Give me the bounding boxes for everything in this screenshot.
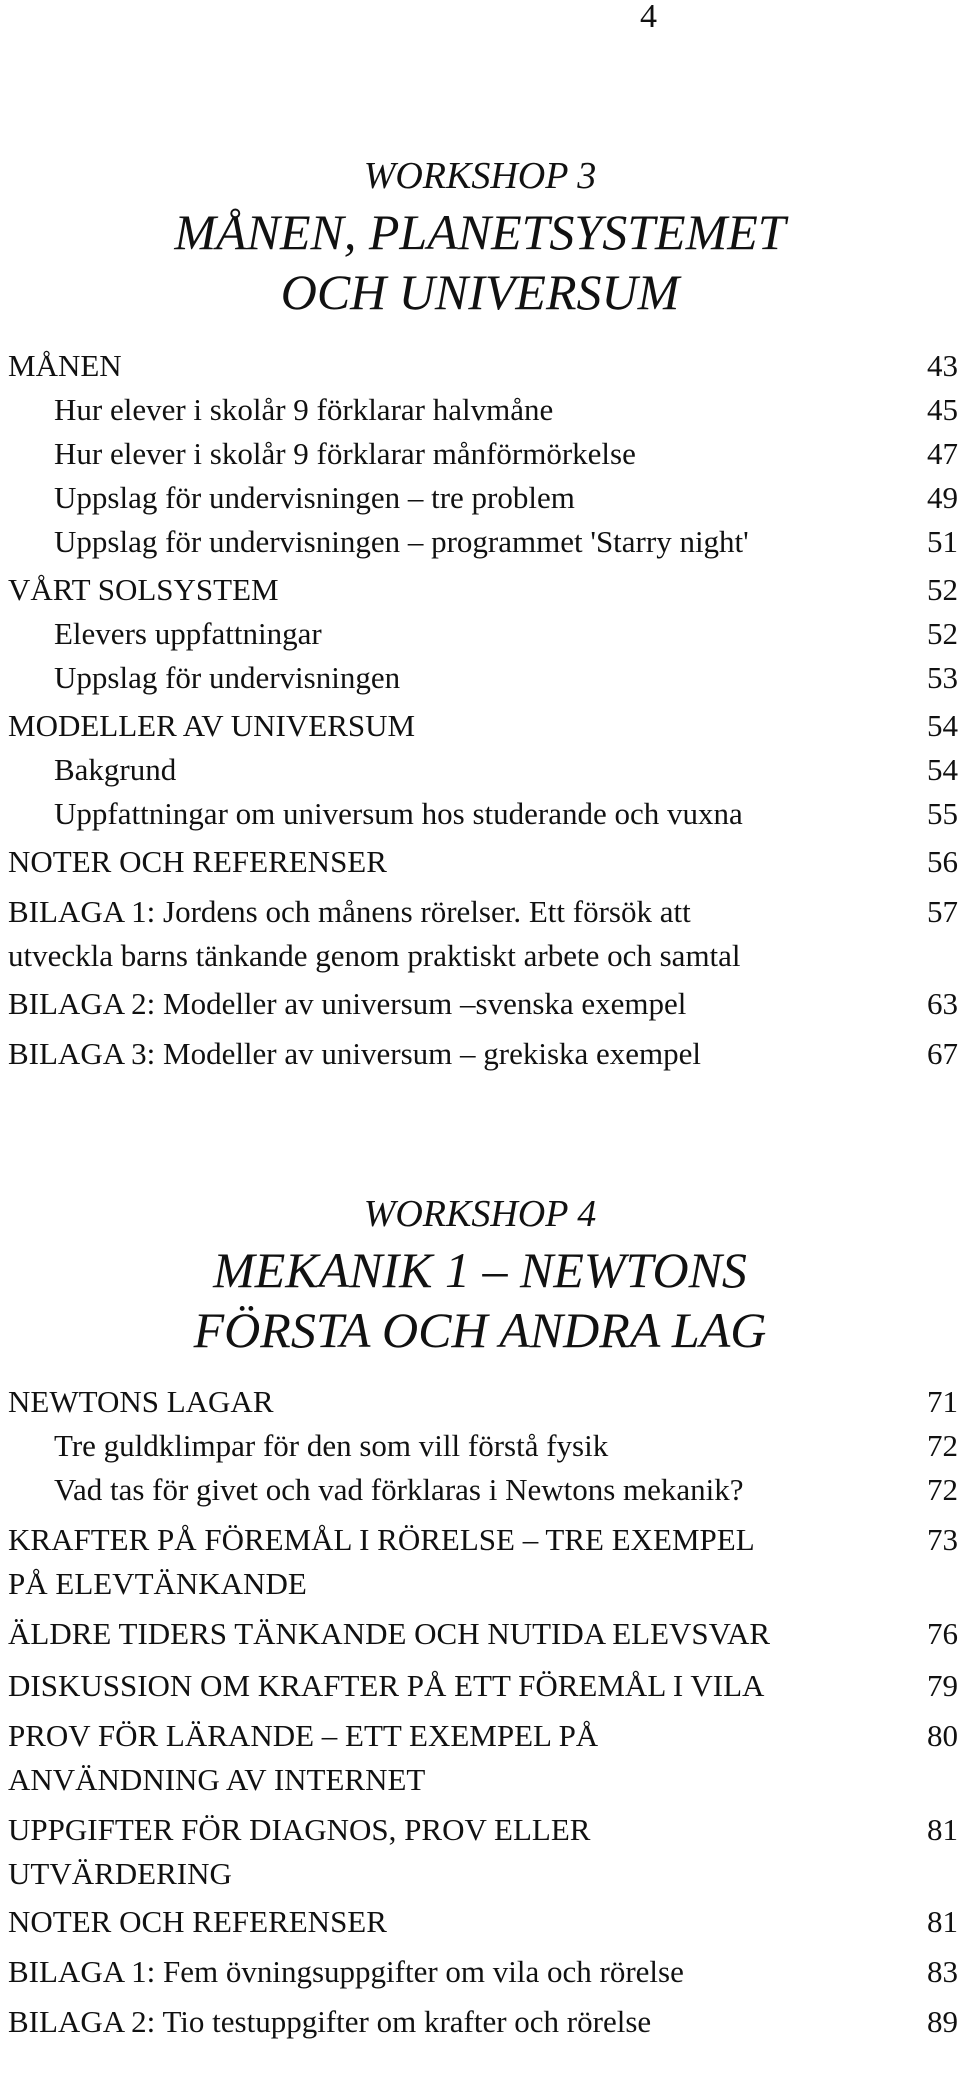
toc-page-number: 55 — [927, 796, 958, 831]
workshop-title-line: OCH UNIVERSUM — [280, 264, 680, 320]
toc-page-number: 47 — [927, 436, 958, 471]
workshop-label: WORKSHOP 4 — [363, 1193, 597, 1235]
workshop-4-header — [0, 1188, 960, 1360]
toc-entry-text: Uppslag för undervisningen — [54, 660, 401, 695]
toc-entry-text: PROV FÖR LÄRANDE – ETT EXEMPEL PÅ — [8, 1718, 599, 1753]
toc-entry-text: Hur elever i skolår 9 förklarar halvmåne — [54, 392, 554, 427]
toc-page-number: 54 — [927, 752, 958, 787]
toc-entry-text: BILAGA 1: Fem övningsuppgifter om vila och rörelse — [8, 1954, 684, 1989]
toc-entry-text: Uppslag för undervisningen – programmet 'Starry night' — [54, 524, 749, 559]
toc-entry-text: UPPGIFTER FÖR DIAGNOS, PROV ELLER — [8, 1812, 591, 1847]
toc-page-number: 49 — [927, 480, 958, 515]
toc-page-number: 89 — [927, 2004, 958, 2039]
toc-page-number: 54 — [927, 708, 958, 743]
toc-page-number: 72 — [927, 1428, 958, 1463]
toc-entry-text: ÄLDRE TIDERS TÄNKANDE OCH NUTIDA ELEVSVAR — [8, 1616, 771, 1651]
toc-page-number: 71 — [927, 1384, 958, 1419]
toc-entry-text: MODELLER AV UNIVERSUM — [8, 708, 416, 743]
toc-entry-text: KRAFTER PÅ FÖREMÅL I RÖRELSE – TRE EXEMPEL — [8, 1522, 755, 1557]
toc-entry-text-continued: UTVÄRDERING — [8, 1856, 232, 1891]
toc-entry-text: Tre guldklimpar för den som vill förstå fysik — [54, 1428, 609, 1463]
toc-entry-text: Hur elever i skolår 9 förklarar månförmörkelse — [54, 436, 636, 471]
toc-entry-text: NOTER OCH REFERENSER — [8, 844, 387, 879]
toc-entry-text-continued: utveckla barns tänkande genom praktiskt arbete och samtal — [8, 938, 741, 973]
toc-entry-text: NEWTONS LAGAR — [8, 1384, 274, 1419]
toc-page-number: 43 — [927, 348, 958, 383]
toc-page-number: 63 — [927, 986, 958, 1021]
page-number: 4 — [640, 0, 657, 35]
workshop-3-header — [0, 150, 960, 322]
toc-page-number: 57 — [927, 894, 958, 929]
toc-page-number: 72 — [927, 1472, 958, 1507]
toc-page-number: 45 — [927, 392, 958, 427]
toc-page-number: 79 — [927, 1668, 958, 1703]
toc-page-number: 76 — [927, 1616, 958, 1651]
toc-entry-text: MÅNEN — [8, 348, 122, 383]
toc-entry-text-continued: PÅ ELEVTÄNKANDE — [8, 1566, 307, 1601]
toc-entry-text: VÅRT SOLSYSTEM — [8, 572, 279, 607]
toc-page-number: 52 — [927, 616, 958, 651]
toc-entry-text: Vad tas för givet och vad förklaras i Newtons mekanik? — [54, 1472, 744, 1507]
toc-entry-text: NOTER OCH REFERENSER — [8, 1904, 387, 1939]
toc-entry-text-continued: ANVÄNDNING AV INTERNET — [8, 1762, 426, 1797]
toc-entry-text: BILAGA 2: Modeller av universum –svenska exempel — [8, 986, 687, 1021]
toc-entry-text: BILAGA 2: Tio testuppgifter om krafter och rörelse — [8, 2004, 652, 2039]
toc-entry-text: BILAGA 3: Modeller av universum – grekiska exempel — [8, 1036, 702, 1071]
toc-page-number: 56 — [927, 844, 958, 879]
workshop-title-line: MEKANIK 1 – NEWTONS — [213, 1242, 747, 1298]
toc-page-number: 51 — [927, 524, 958, 559]
toc-entry-text: Elevers uppfattningar — [54, 616, 322, 651]
toc-entry-text: BILAGA 1: Jordens och månens rörelser. Ett försök att — [8, 894, 691, 929]
toc-page-number: 67 — [927, 1036, 958, 1071]
toc-page-number: 81 — [927, 1812, 958, 1847]
toc-page-number: 83 — [927, 1954, 958, 1989]
workshop-title-line: MÅNEN, PLANETSYSTEMET — [174, 204, 786, 260]
toc-entry-text: Uppfattningar om universum hos studerande och vuxna — [54, 796, 743, 831]
workshop-label: WORKSHOP 3 — [363, 155, 597, 197]
toc-entry-text: DISKUSSION OM KRAFTER PÅ ETT FÖREMÅL I VILA — [8, 1668, 765, 1703]
toc-entry-text: Bakgrund — [54, 752, 177, 787]
toc-page-number: 52 — [927, 572, 958, 607]
toc-page-number: 81 — [927, 1904, 958, 1939]
toc-entry-text: Uppslag för undervisningen – tre problem — [54, 480, 575, 515]
toc-page-number: 53 — [927, 660, 958, 695]
toc-page-number: 80 — [927, 1718, 958, 1753]
workshop-title-line: FÖRSTA OCH ANDRA LAG — [193, 1302, 767, 1358]
toc-page-number: 73 — [927, 1522, 958, 1557]
